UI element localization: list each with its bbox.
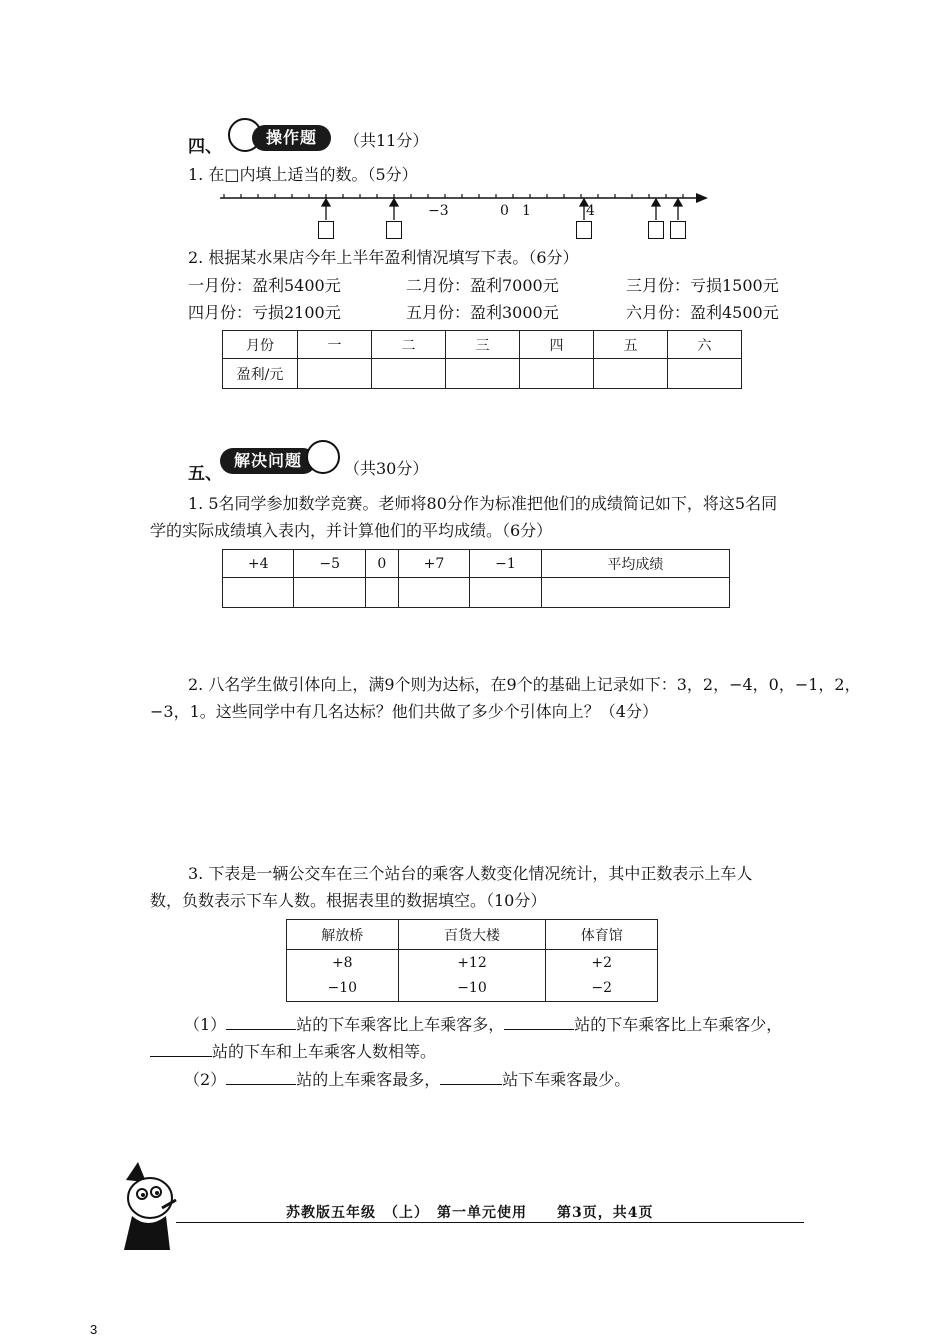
section5-title-badge: 解决问题	[220, 448, 316, 474]
fill-blank[interactable]	[150, 1042, 212, 1057]
profit-header-4: 四	[520, 331, 594, 359]
footer-text: 苏教版五年级 （上） 第一单元使用 第3页，共4页	[286, 1205, 654, 1221]
s4-q2-item-4: 四月份：亏损2100元	[188, 303, 341, 322]
s5-q2-line2: −3，1。这些同学中有几名达标？他们共做了多少个引体向上？（4分）	[150, 702, 658, 721]
bus-cell: +2	[546, 950, 658, 976]
bus-cell: −10	[398, 976, 546, 1002]
s4-q2-item-1: 一月份：盈利5400元	[188, 276, 341, 295]
s5-q3-sub1-line1	[184, 1015, 782, 1035]
bus-cell: −2	[546, 976, 658, 1002]
mascot-icon	[306, 440, 340, 474]
section5-number: 五、	[188, 464, 222, 484]
profit-cell[interactable]	[446, 359, 520, 389]
s4-q2-item-2: 二月份：盈利7000元	[406, 276, 559, 295]
profit-row-label: 盈利/元	[223, 359, 298, 389]
score-header-1: +4	[223, 550, 294, 578]
nl-label-0: 0	[500, 203, 509, 219]
bus-header-2: 百货大楼	[398, 920, 546, 950]
section5-points: （共30分）	[344, 459, 429, 478]
sub2-text-b: 站的上车乘客最多，	[296, 1070, 441, 1089]
bus-cell: +8	[287, 950, 399, 976]
s5-q2-line1: 2. 八名学生做引体向上，满9个则为达标，在9个的基础上记录如下：3，2，−4，0，−1，2，	[188, 675, 861, 694]
profit-cell[interactable]	[298, 359, 372, 389]
score-cell[interactable]	[541, 578, 729, 608]
bus-cell: −10	[287, 976, 399, 1002]
s5-q3-sub1-line2	[150, 1042, 436, 1062]
s5-q1-line1: 1. 5名同学参加数学竞赛。老师将80分作为标准把他们的成绩简记如下，将这5名同	[188, 494, 778, 513]
page-marker: 3	[90, 1322, 98, 1337]
s4-q1-text: 1. 在□内填上适当的数。（5分）	[188, 165, 418, 184]
sub1-text-d: 站的下车和上车乘客人数相等。	[212, 1042, 437, 1061]
score-cell[interactable]	[470, 578, 541, 608]
score-header-5: −1	[470, 550, 541, 578]
answer-box-4[interactable]	[648, 221, 664, 239]
sub2-label: （2）	[184, 1070, 227, 1089]
s4-q2-item-3: 三月份：亏损1500元	[626, 276, 779, 295]
s5-q3-line2: 数，负数表示下车人数。根据表里的数据填空。（10分）	[150, 891, 547, 910]
sub1-text-c: 站的下车乘客比上车乘客少，	[574, 1015, 783, 1034]
score-header-2: −5	[294, 550, 365, 578]
score-cell[interactable]	[294, 578, 365, 608]
score-table	[222, 549, 730, 608]
section4-points: （共11分）	[344, 131, 429, 150]
score-header-3: 0	[365, 550, 398, 578]
nl-label-4: 4	[586, 203, 595, 219]
s4-q2-item-5: 五月份：盈利3000元	[406, 303, 559, 322]
bus-cell: +12	[398, 950, 546, 976]
profit-header-month: 月份	[223, 331, 298, 359]
score-cell[interactable]	[398, 578, 469, 608]
answer-box-1[interactable]	[318, 221, 334, 239]
score-header-4: +7	[398, 550, 469, 578]
profit-header-1: 一	[298, 331, 372, 359]
nl-label-1: 1	[522, 203, 531, 219]
fill-blank[interactable]	[226, 1070, 296, 1085]
profit-header-5: 五	[594, 331, 668, 359]
cat-mascot-icon	[118, 1160, 180, 1252]
profit-cell[interactable]	[668, 359, 742, 389]
profit-table	[222, 330, 742, 389]
s5-q3-line1: 3. 下表是一辆公交车在三个站台的乘客人数变化情况统计，其中正数表示上车人	[188, 864, 753, 883]
answer-box-2[interactable]	[386, 221, 402, 239]
number-line	[216, 188, 716, 248]
score-header-average: 平均成绩	[541, 550, 729, 578]
profit-header-2: 二	[372, 331, 446, 359]
bus-table	[286, 919, 658, 1002]
profit-header-3: 三	[446, 331, 520, 359]
s4-q2-text: 2. 根据某水果店今年上半年盈利情况填写下表。（6分）	[188, 248, 579, 267]
sub1-text-b: 站的下车乘客比上车乘客多，	[296, 1015, 505, 1034]
answer-box-5[interactable]	[670, 221, 686, 239]
nl-label-minus3: −3	[428, 203, 449, 219]
profit-cell[interactable]	[594, 359, 668, 389]
score-cell[interactable]	[223, 578, 294, 608]
fill-blank[interactable]	[504, 1015, 574, 1030]
s4-q2-item-6: 六月份：盈利4500元	[626, 303, 779, 322]
s5-q1-line2: 学的实际成绩填入表内，并计算他们的平均成绩。（6分）	[150, 521, 553, 540]
section4-title-badge: 操作题	[252, 125, 331, 151]
bus-header-3: 体育馆	[546, 920, 658, 950]
section4-number: 四、	[188, 137, 222, 157]
answer-box-3[interactable]	[576, 221, 592, 239]
arrow-right-icon	[696, 193, 708, 203]
bus-header-1: 解放桥	[287, 920, 399, 950]
s5-q3-sub2	[184, 1070, 630, 1090]
sub2-text-c: 站下车乘客最少。	[502, 1070, 631, 1089]
sub1-label: （1）	[184, 1015, 227, 1034]
score-cell[interactable]	[365, 578, 398, 608]
profit-cell[interactable]	[520, 359, 594, 389]
fill-blank[interactable]	[440, 1070, 502, 1085]
profit-cell[interactable]	[372, 359, 446, 389]
fill-blank[interactable]	[226, 1015, 296, 1030]
profit-header-6: 六	[668, 331, 742, 359]
footer-rule	[176, 1222, 804, 1223]
